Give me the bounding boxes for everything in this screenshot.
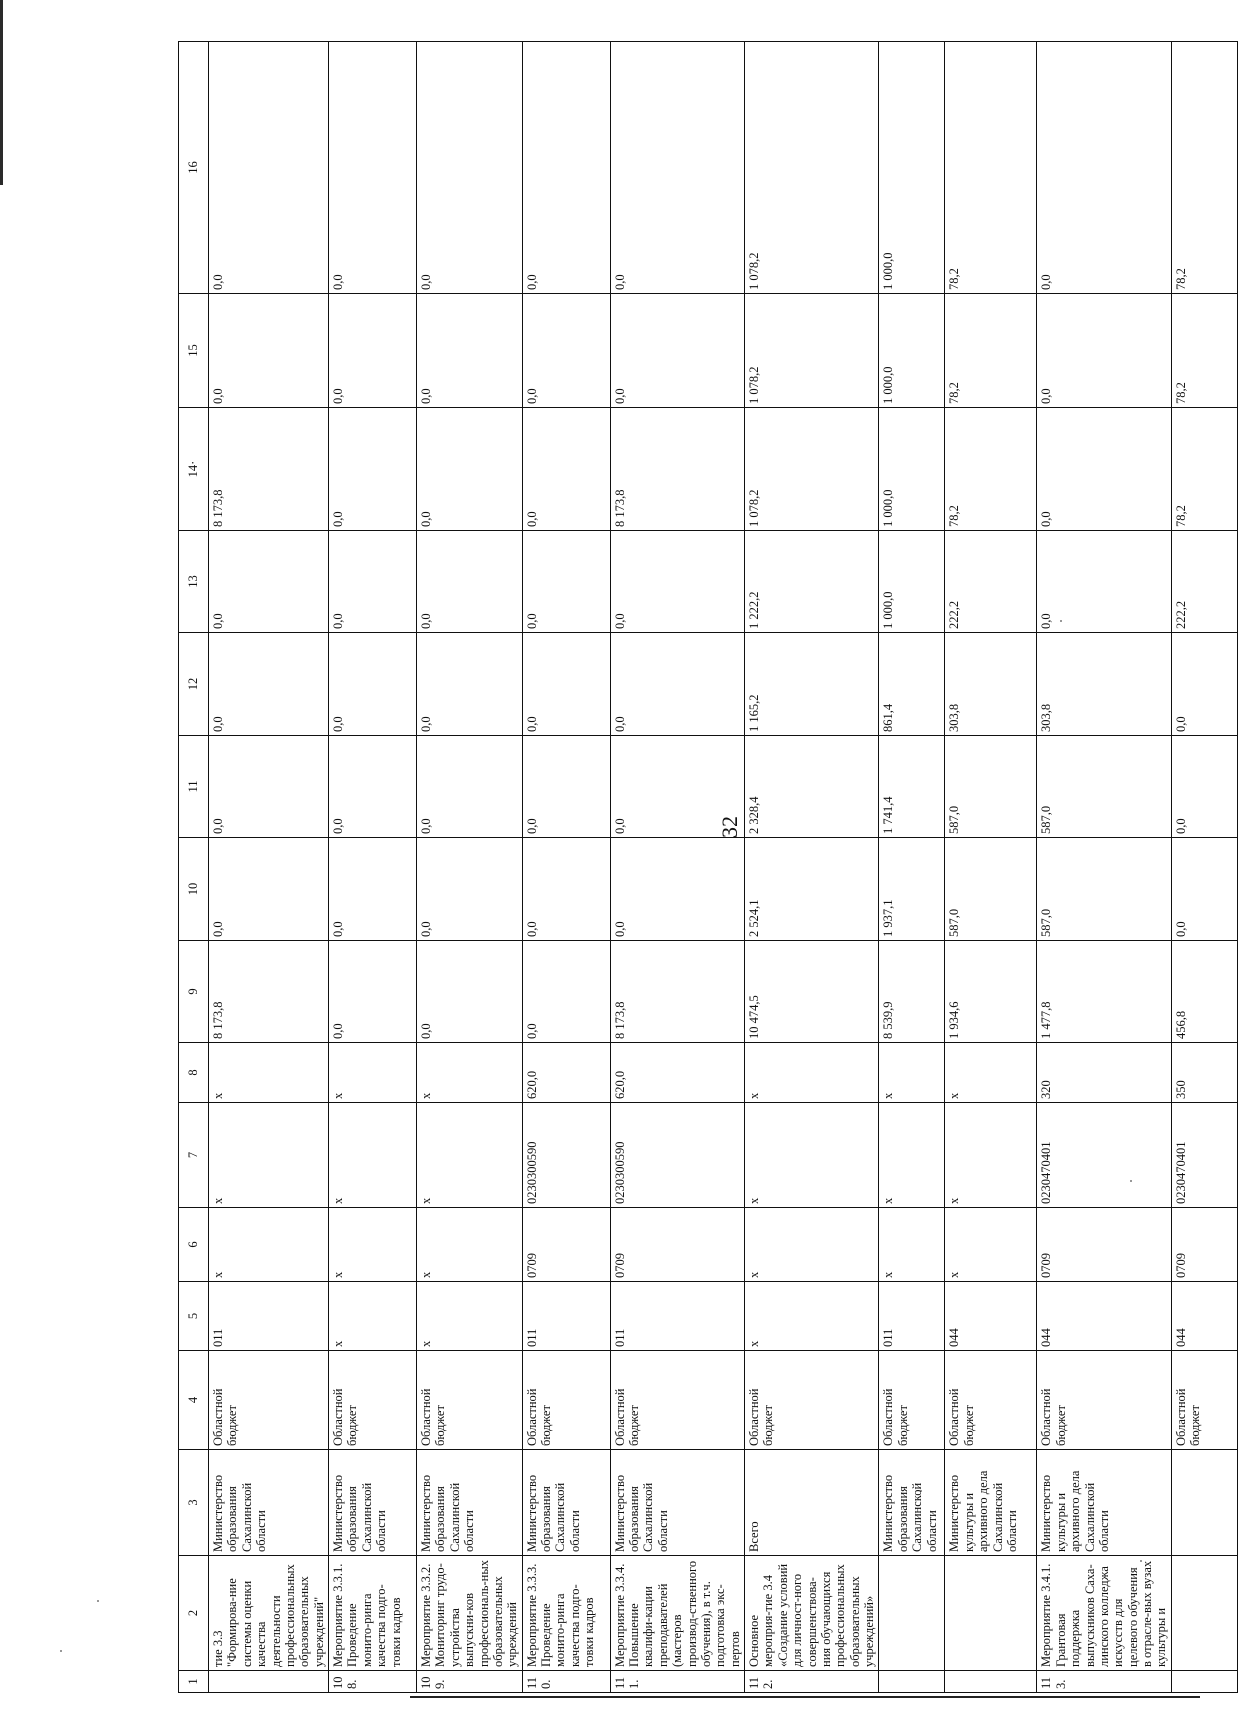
cell-col-15: 0,0 [209, 294, 329, 408]
cell-col-4: Областной бюджет [945, 1351, 1037, 1450]
cell-col-9: 0,0 [522, 941, 610, 1043]
cell-col-14: 0,0 [417, 408, 523, 531]
cell-col-14: 0,0 [1037, 408, 1171, 531]
cell-col-16: 0,0 [610, 42, 744, 294]
cell-col-6: x [209, 1208, 329, 1282]
cell-col-11: 587,0 [1037, 736, 1171, 838]
cell-col-2: Мероприятие 3.4.1. Грантовая поддержка выпускников Саха-линского колледжа искусств для целевого обучения в отрасле-вых вузах культуры и [1037, 1556, 1171, 1671]
column-header-3: 3 [179, 1450, 209, 1556]
cell-col-10: 587,0 [945, 838, 1037, 941]
cell-col-2: Мероприятие 3.3.2. Мониторинг трудо-устройства выпускни-ков профессиональ-ных образовательных учреждений [417, 1556, 523, 1671]
cell-col-5: 044 [945, 1282, 1037, 1351]
cell-col-7: 0230300590 [610, 1103, 744, 1208]
cell-col-11: 0,0 [610, 736, 744, 838]
cell-col-13: 1 000,0 [879, 531, 945, 633]
cell-col-4: Областной бюджет [1037, 1351, 1171, 1450]
cell-col-3: Министерство образования Сахалинской области [610, 1450, 744, 1556]
cell-col-13: 222,2 [945, 531, 1037, 633]
table-row [1037, 42, 1171, 1693]
cell-col-16: 0,0 [329, 42, 417, 294]
table-body [209, 42, 1238, 1693]
cell-col-2 [1171, 1556, 1237, 1671]
cell-col-11: 1 741,4 [879, 736, 945, 838]
cell-col-15: 0,0 [1037, 294, 1171, 408]
cell-col-3: Министерство образования Сахалинской области [522, 1450, 610, 1556]
cell-col-7: x [745, 1103, 879, 1208]
cell-col-12: 0,0 [610, 633, 744, 736]
cell-col-4: Областной бюджет [329, 1351, 417, 1450]
cell-col-14: 1 078,2 [745, 408, 879, 531]
cell-col-7: x [945, 1103, 1037, 1208]
cell-col-12: 0,0 [417, 633, 523, 736]
cell-col-14: 78,2 [945, 408, 1037, 531]
cell-col-12: 303,8 [1037, 633, 1171, 736]
cell-col-5: 044 [1171, 1282, 1237, 1351]
cell-col-7: 0230470401 [1171, 1103, 1237, 1208]
cell-col-11: 0,0 [417, 736, 523, 838]
cell-col-2 [879, 1556, 945, 1671]
column-header-1: 1 [179, 1671, 209, 1693]
cell-col-5: 011 [879, 1282, 945, 1351]
column-header-4: 4 [179, 1351, 209, 1450]
cell-col-2: Мероприятие 3.3.4. Повышение квалифи-кации преподавателей (мастеров производ-ственного обучения), в т.ч. подготовка экс-пертов [610, 1556, 744, 1671]
cell-col-13: 0,0 [522, 531, 610, 633]
cell-col-6: x [945, 1208, 1037, 1282]
column-header-14: 14· [179, 408, 209, 531]
cell-col-16: 0,0 [417, 42, 523, 294]
cell-col-8: x [879, 1043, 945, 1103]
cell-col-15: 0,0 [417, 294, 523, 408]
cell-col-14: 1 000,0 [879, 408, 945, 531]
table-row [879, 42, 945, 1693]
cell-col-1: 113. [1037, 1671, 1171, 1693]
cell-col-11: 0,0 [522, 736, 610, 838]
cell-col-9: 8 539,9 [879, 941, 945, 1043]
cell-col-15: 1 078,2 [745, 294, 879, 408]
header-row [179, 42, 209, 1693]
cell-col-13: 0,0 [209, 531, 329, 633]
cell-col-5: 011 [522, 1282, 610, 1351]
column-header-10: 10 [179, 838, 209, 941]
cell-col-1: 109. [417, 1671, 523, 1693]
cell-col-11: 0,0 [209, 736, 329, 838]
cell-col-4: Областной бюджет [522, 1351, 610, 1450]
cell-col-9: 456,8 [1171, 941, 1237, 1043]
cell-col-7: x [879, 1103, 945, 1208]
cell-col-13: 0,0 [610, 531, 744, 633]
cell-col-4: Областной бюджет [209, 1351, 329, 1450]
table-row [945, 42, 1037, 1693]
cell-col-4: Областной бюджет [745, 1351, 879, 1450]
cell-col-6: 0709 [522, 1208, 610, 1282]
cell-col-15: 78,2 [1171, 294, 1237, 408]
table-row [522, 42, 610, 1693]
cell-col-6: x [879, 1208, 945, 1282]
cell-col-5: 011 [209, 1282, 329, 1351]
cell-col-13: 0,0 [329, 531, 417, 633]
table-row [329, 42, 417, 1693]
column-header-7: 7 [179, 1103, 209, 1208]
cell-col-3: Министерство культуры и архивного дела Сахалинской области [1037, 1450, 1171, 1556]
column-header-8: 8 [179, 1043, 209, 1103]
cell-col-9: 0,0 [329, 941, 417, 1043]
cell-col-10: 1 937,1 [879, 838, 945, 941]
cell-col-15: 78,2 [945, 294, 1037, 408]
cell-col-14: 8 173,8 [610, 408, 744, 531]
cell-col-5: 044 [1037, 1282, 1171, 1351]
cell-col-7: 0230470401 [1037, 1103, 1171, 1208]
table-row [610, 42, 744, 1693]
column-header-5: 5 [179, 1282, 209, 1351]
cell-col-12: 0,0 [209, 633, 329, 736]
cell-col-10: 0,0 [209, 838, 329, 941]
cell-col-16: 1 078,2 [745, 42, 879, 294]
column-header-2: 2 [179, 1556, 209, 1671]
cell-col-10: 2 524,1 [745, 838, 879, 941]
table-row [417, 42, 523, 1693]
cell-col-16: 0,0 [1037, 42, 1171, 294]
budget-table [178, 41, 1238, 1693]
page-bottom-rule [410, 1696, 1200, 1698]
cell-col-7: x [417, 1103, 523, 1208]
cell-col-1: 110. [522, 1671, 610, 1693]
table-row [745, 42, 879, 1693]
cell-col-16: 0,0 [522, 42, 610, 294]
column-header-6: 6 [179, 1208, 209, 1282]
cell-col-16: 78,2 [1171, 42, 1237, 294]
cell-col-2: Мероприятие 3.3.3. Проведение монито-ринга качества подго-товки кадров [522, 1556, 610, 1671]
cell-col-9: 10 474,5 [745, 941, 879, 1043]
cell-col-4: Областной бюджет [610, 1351, 744, 1450]
cell-col-8: 350 [1171, 1043, 1237, 1103]
cell-col-9: 1 477,8 [1037, 941, 1171, 1043]
cell-col-5: x [417, 1282, 523, 1351]
cell-col-8: 620,0 [522, 1043, 610, 1103]
column-header-9: 9 [179, 941, 209, 1043]
cell-col-2: тие 3.3 "Формирова-ние системы оценки качества деятельности профессиональных образовательных учреждений" [209, 1556, 329, 1671]
cell-col-10: 587,0 [1037, 838, 1171, 941]
cell-col-3 [1171, 1450, 1237, 1556]
cell-col-4: Областной бюджет [417, 1351, 523, 1450]
cell-col-3: Министерство образования Сахалинской области [879, 1450, 945, 1556]
cell-col-1 [945, 1671, 1037, 1693]
cell-col-15: 0,0 [610, 294, 744, 408]
cell-col-13: 0,0 [1037, 531, 1171, 633]
cell-col-1 [879, 1671, 945, 1693]
cell-col-2: Основное мероприя-тие 3.4 «Создание условий для личност-ного совершенствова-ния обучающихся профессиональных образовательных учреждений» [745, 1556, 879, 1671]
cell-col-10: 0,0 [522, 838, 610, 941]
cell-col-9: 8 173,8 [209, 941, 329, 1043]
page-number: 32 [717, 816, 742, 838]
scan-speck [60, 1650, 62, 1652]
table-row [209, 42, 329, 1693]
cell-col-3: Министерство образования Сахалинской области [209, 1450, 329, 1556]
cell-col-1: 112. [745, 1671, 879, 1693]
rotated-table-wrapper [178, 42, 1203, 1693]
scan-edge-bar [0, 0, 3, 185]
cell-col-13: 0,0 [417, 531, 523, 633]
cell-col-6: x [417, 1208, 523, 1282]
cell-col-15: 1 000,0 [879, 294, 945, 408]
cell-col-12: 1 165,2 [745, 633, 879, 736]
cell-col-1 [1171, 1671, 1237, 1693]
cell-col-9: 8 173,8 [610, 941, 744, 1043]
cell-col-16: 0,0 [209, 42, 329, 294]
cell-col-8: x [945, 1043, 1037, 1103]
column-header-12: 12 [179, 633, 209, 736]
cell-col-5: x [745, 1282, 879, 1351]
cell-col-3: Министерство образования Сахалинской области [329, 1450, 417, 1556]
column-header-13: 13 [179, 531, 209, 633]
cell-col-14: 0,0 [329, 408, 417, 531]
cell-col-15: 0,0 [329, 294, 417, 408]
cell-col-2: Мероприятие 3.3.1. Проведение монито-ринга качества подго-товки кадров [329, 1556, 417, 1671]
cell-col-11: 0,0 [329, 736, 417, 838]
cell-col-4: Областной бюджет [879, 1351, 945, 1450]
cell-col-8: x [329, 1043, 417, 1103]
column-header-16: 16 [179, 42, 209, 294]
cell-col-15: 0,0 [522, 294, 610, 408]
cell-col-11: 587,0 [945, 736, 1037, 838]
cell-col-11: 0,0 [1171, 736, 1237, 838]
cell-col-12: 0,0 [1171, 633, 1237, 736]
column-header-11: 11 [179, 736, 209, 838]
cell-col-6: x [745, 1208, 879, 1282]
cell-col-9: 0,0 [417, 941, 523, 1043]
cell-col-8: 320 [1037, 1043, 1171, 1103]
cell-col-1 [209, 1671, 329, 1693]
cell-col-1: 111. [610, 1671, 744, 1693]
cell-col-4: Областной бюджет [1171, 1351, 1237, 1450]
cell-col-6: 0709 [1171, 1208, 1237, 1282]
cell-col-3: Министерство образования Сахалинской области [417, 1450, 523, 1556]
cell-col-7: x [209, 1103, 329, 1208]
cell-col-11: 2 328,4 [745, 736, 879, 838]
cell-col-3: Всего [745, 1450, 879, 1556]
cell-col-8: 620,0 [610, 1043, 744, 1103]
cell-col-14: 0,0 [522, 408, 610, 531]
cell-col-16: 78,2 [945, 42, 1037, 294]
cell-col-6: 0709 [1037, 1208, 1171, 1282]
cell-col-16: 1 000,0 [879, 42, 945, 294]
cell-col-8: x [745, 1043, 879, 1103]
cell-col-12: 0,0 [329, 633, 417, 736]
cell-col-10: 0,0 [329, 838, 417, 941]
cell-col-7: 0230300590 [522, 1103, 610, 1208]
cell-col-13: 222,2 [1171, 531, 1237, 633]
cell-col-5: x [329, 1282, 417, 1351]
cell-col-6: x [329, 1208, 417, 1282]
table-row [1171, 42, 1237, 1693]
cell-col-8: x [417, 1043, 523, 1103]
cell-col-5: 011 [610, 1282, 744, 1351]
cell-col-1: 108. [329, 1671, 417, 1693]
cell-col-12: 303,8 [945, 633, 1037, 736]
cell-col-10: 0,0 [610, 838, 744, 941]
cell-col-13: 1 222,2 [745, 531, 879, 633]
column-header-15: 15 [179, 294, 209, 408]
cell-col-14: 78,2 [1171, 408, 1237, 531]
cell-col-3: Министерство культуры и архивного дела Сахалинской области [945, 1450, 1037, 1556]
cell-col-9: 1 934,6 [945, 941, 1037, 1043]
cell-col-10: 0,0 [1171, 838, 1237, 941]
cell-col-7: x [329, 1103, 417, 1208]
cell-col-14: 8 173,8 [209, 408, 329, 531]
cell-col-12: 0,0 [522, 633, 610, 736]
cell-col-8: x [209, 1043, 329, 1103]
cell-col-12: 861,4 [879, 633, 945, 736]
cell-col-6: 0709 [610, 1208, 744, 1282]
scan-speck [97, 1600, 99, 1602]
cell-col-2 [945, 1556, 1037, 1671]
cell-col-10: 0,0 [417, 838, 523, 941]
